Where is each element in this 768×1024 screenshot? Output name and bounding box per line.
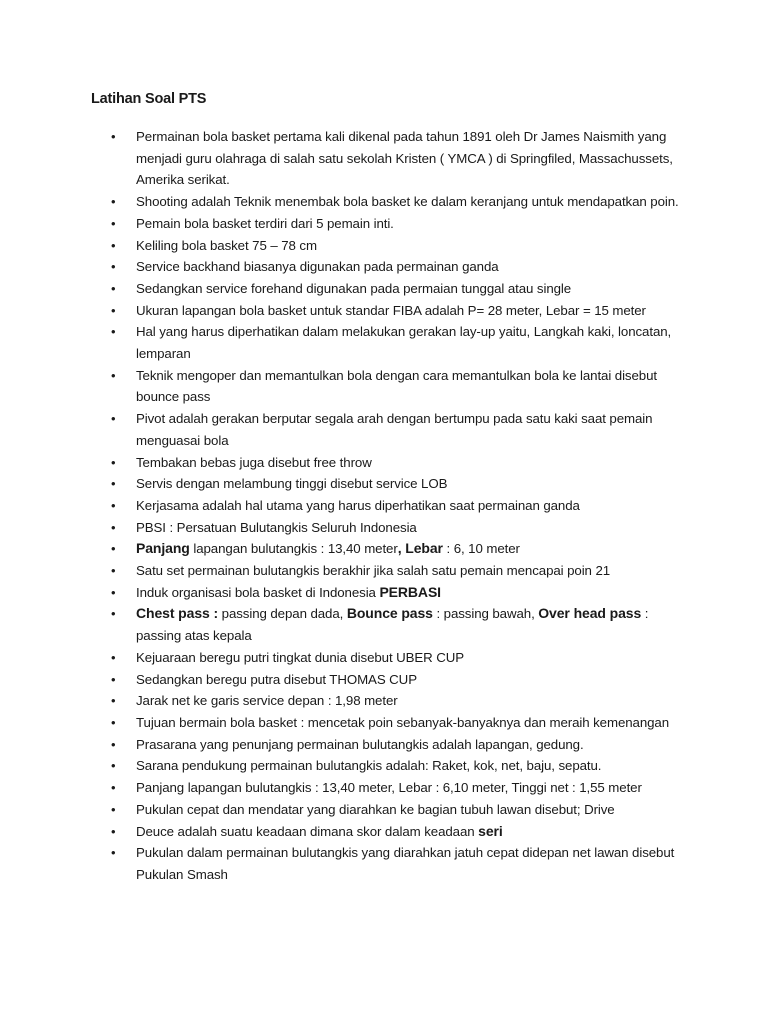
list-item [0, 690, 696, 712]
list-item-text [136, 824, 503, 839]
bullet-dot: • [111, 845, 116, 861]
list-item [0, 408, 696, 451]
list-item-text [136, 758, 601, 773]
text-run: : passing bawah, [432, 606, 539, 622]
list-item-text [136, 606, 648, 643]
bold-text: Chest pass : [136, 605, 219, 622]
text-run: Kejuaraan beregu putri tingkat dunia disebut UBER CUP [136, 649, 465, 665]
list-item [0, 213, 696, 235]
list-item [0, 538, 696, 560]
text-run: Tujuan bermain bola basket : mencetak poin sebanyak-banyaknya dan meraih kemenangan [136, 714, 670, 730]
bullet-dot: • [111, 649, 116, 665]
list-item-text [136, 650, 464, 665]
list-item-text [136, 476, 447, 491]
bullet-dot: • [111, 671, 116, 687]
list-item [0, 603, 696, 646]
bullet-dot: • [111, 215, 116, 231]
list-item [0, 278, 696, 300]
text-run: : 6, 10 meter [442, 541, 520, 557]
bullet-dot: • [111, 194, 116, 210]
bullet-dot: • [111, 823, 116, 839]
bullet-dot: • [111, 714, 116, 730]
bullet-dot: • [111, 259, 116, 275]
list-item-text [136, 324, 671, 361]
list-item [0, 452, 696, 474]
text-run: Pukulan dalam permainan bulutangkis yang diarahkan jatuh cepat didepan net lawan disebut Pukulan Smash [136, 845, 675, 882]
text-run: Pivot adalah gerakan berputar segala arah dengan bertumpu pada satu kaki saat pemain menguasai bola [136, 411, 653, 448]
bullet-dot: • [111, 497, 116, 513]
list-item-text [136, 455, 372, 470]
list-item [0, 517, 696, 539]
list-item-text [136, 238, 317, 253]
list-item [0, 734, 696, 756]
bold-text: , Lebar [397, 540, 443, 557]
list-item [0, 191, 696, 213]
document-title: Latihan Soal PTS [91, 91, 207, 107]
list-item [0, 755, 696, 777]
list-item [0, 842, 696, 885]
text-run: Pemain bola basket terdiri dari 5 pemain inti. [136, 215, 394, 231]
text-run: Satu set permainan bulutangkis berakhir jika salah satu pemain mencapai poin 21 [136, 563, 611, 579]
bullet-dot: • [111, 736, 116, 752]
bullet-dot: • [111, 411, 116, 427]
list-item-text [136, 802, 615, 817]
text-run: lapangan bulutangkis : 13,40 meter [189, 541, 398, 557]
list-item-text [136, 498, 580, 513]
bullet-dot: • [111, 519, 116, 535]
list-item [0, 669, 696, 691]
bullet-dot: • [111, 280, 116, 296]
text-run: Permainan bola basket pertama kali dikenal pada tahun 1891 oleh Dr James Naismith yang menjadi guru olahraga di salah satu sekolah Kristen ( YMCA ) di Springfiled, Massachussets, Amerika serikat. [136, 129, 673, 188]
list-item-text [136, 303, 646, 318]
list-item [0, 712, 696, 734]
text-run: Sedangkan beregu putra disebut THOMAS CUP [136, 671, 417, 687]
list-item-text [136, 672, 417, 687]
text-run: Ukuran lapangan bola basket untuk standar FIBA adalah P= 28 meter, Lebar = 15 meter [136, 302, 646, 318]
text-run: Sarana pendukung permainan bulutangkis adalah: Raket, kok, net, baju, sepatu. [136, 758, 602, 774]
list-item-text [136, 194, 679, 209]
bullet-dot: • [111, 780, 116, 796]
bullet-dot: • [111, 541, 116, 557]
list-item [0, 473, 696, 495]
text-run: Shooting adalah Teknik menembak bola basket ke dalam keranjang untuk mendapatkan poin. [136, 194, 679, 210]
text-run: Prasarana yang penunjang permainan bulutangkis adalah lapangan, gedung. [136, 736, 584, 752]
bullet-dot: • [111, 302, 116, 318]
list-item [0, 821, 696, 843]
list-item-text [136, 780, 642, 795]
list-item-text [136, 585, 441, 600]
bullet-dot: • [111, 758, 116, 774]
bullet-dot: • [111, 584, 116, 600]
bullet-dot: • [111, 237, 116, 253]
bold-text: Panjang [136, 540, 190, 557]
list-item-text [136, 693, 398, 708]
list-item [0, 647, 696, 669]
list-item-text [136, 216, 394, 231]
list-item [0, 560, 696, 582]
text-run: Jarak net ke garis service depan : 1,98 meter [136, 693, 398, 709]
bold-text: Bounce pass [346, 605, 433, 622]
text-run: PBSI : Persatuan Bulutangkis Seluruh Indonesia [136, 519, 417, 535]
list-item [0, 495, 696, 517]
list-item [0, 365, 696, 408]
text-run: Service backhand biasanya digunakan pada permainan ganda [136, 259, 499, 275]
text-run: Pukulan cepat dan mendatar yang diarahkan ke bagian tubuh lawan disebut; Drive [136, 801, 615, 817]
text-run: Keliling bola basket 75 – 78 cm [136, 237, 317, 253]
list-item-text [136, 563, 610, 578]
bold-text: PERBASI [379, 583, 441, 600]
list-item-text [136, 259, 499, 274]
list-item-text [136, 129, 673, 187]
text-run: Sedangkan service forehand digunakan pada permaian tunggal atau single [136, 280, 572, 296]
bullet-dot: • [111, 367, 116, 383]
bullet-list [0, 126, 768, 886]
bullet-dot: • [111, 693, 116, 709]
text-run: Tembakan bebas juga disebut free throw [136, 454, 372, 470]
bullet-dot: • [111, 606, 116, 622]
bullet-dot: • [111, 129, 116, 144]
list-item [0, 799, 696, 821]
bullet-dot: • [111, 563, 116, 579]
list-item-text [136, 411, 652, 448]
list-item-text [136, 715, 669, 730]
text-run: Panjang lapangan bulutangkis : 13,40 meter, Lebar : 6,10 meter, Tinggi net : 1,55 meter [136, 780, 642, 796]
list-item-text [136, 541, 520, 556]
list-item [0, 582, 696, 604]
bullet-dot: • [111, 801, 116, 817]
text-run: Servis dengan melambung tinggi disebut service LOB [136, 476, 448, 492]
text-run: Induk organisasi bola basket di Indonesia [136, 584, 380, 600]
list-item [0, 321, 696, 364]
bold-text: seri [478, 822, 503, 839]
text-run: Teknik mengoper dan memantulkan bola dengan cara memantulkan bola ke lantai disebut bounce pass [136, 367, 657, 405]
bold-text: Over head pass [538, 605, 642, 622]
list-item-text [136, 368, 657, 405]
list-item [0, 126, 696, 191]
text-run: Deuce adalah suatu keadaan dimana skor dalam keadaan [136, 823, 479, 839]
list-item-text [136, 737, 584, 752]
text-run: Kerjasama adalah hal utama yang harus diperhatikan saat permainan ganda [136, 497, 580, 513]
text-run: Hal yang harus diperhatikan dalam melakukan gerakan lay-up yaitu, Langkah kaki, loncatan, lemparan [136, 324, 672, 362]
bullet-dot: • [111, 454, 116, 470]
list-item [0, 256, 696, 278]
list-item [0, 235, 696, 257]
text-run: : passing atas kepala [136, 606, 649, 644]
bullet-dot: • [111, 324, 116, 340]
list-item-text [136, 281, 571, 296]
list-item-text [136, 520, 417, 535]
bullet-dot: • [111, 476, 116, 492]
text-run: passing depan dada, [218, 606, 347, 622]
list-item [0, 777, 696, 799]
list-item-text [136, 845, 674, 882]
list-item [0, 300, 696, 322]
